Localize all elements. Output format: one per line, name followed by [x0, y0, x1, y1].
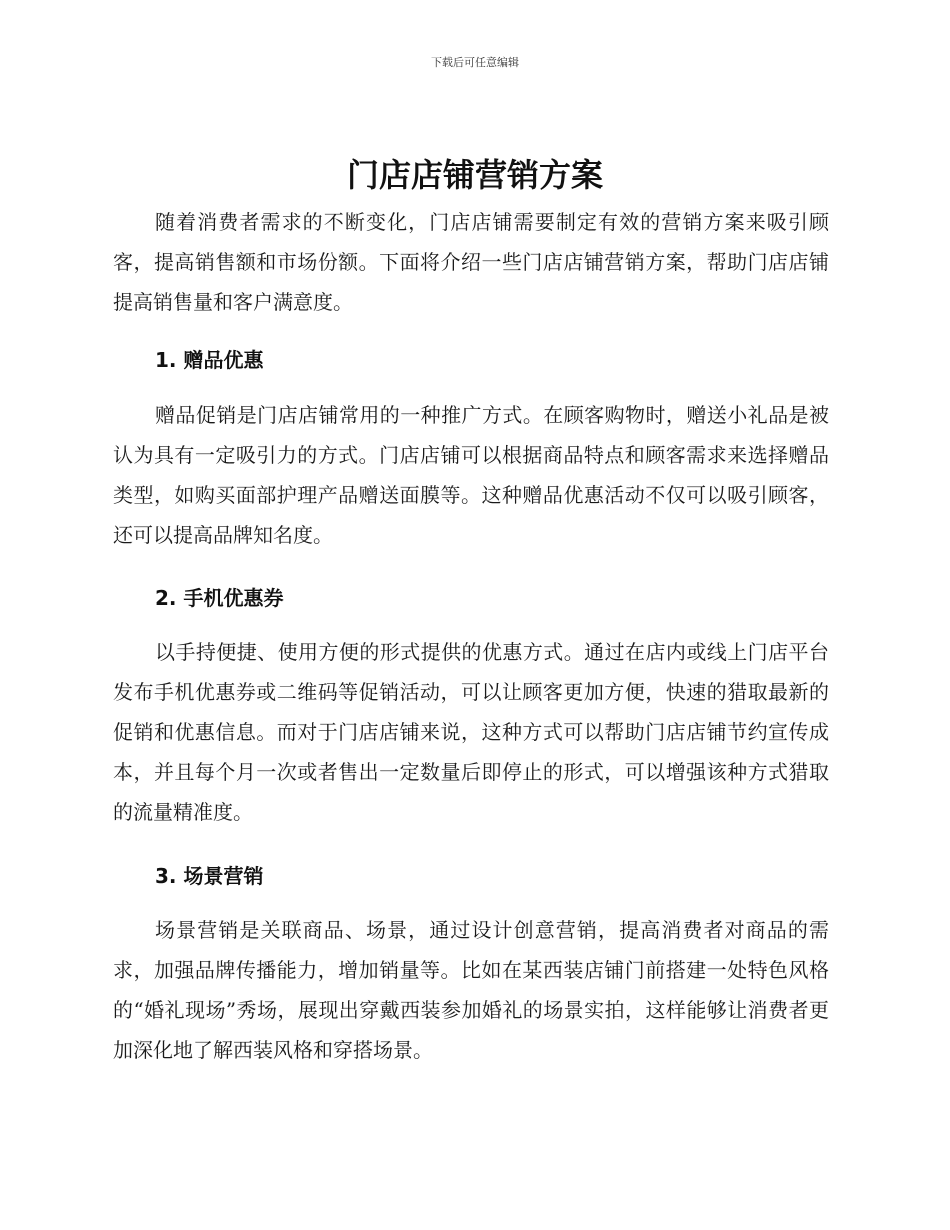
section-body-gift-offer: 赠品促销是门店店铺常用的一种推广方式。在顾客购物时，赠送小礼品是被认为具有一定吸引力的方式。门店店铺可以根据商品特点和顾客需求来选择赠品类型，如购买面部护理产品赠送面膜等。这种赠品优惠活动不仅可以吸引顾客，还可以提高品牌知名度。	[113, 403, 829, 547]
header-note: 下载后可任意编辑	[431, 56, 519, 69]
section-body-scene-marketing: 场景营销是关联商品、场景，通过设计创意营销，提高消费者对商品的需求，加强品牌传播能力，增加销量等。比如在某西装店铺门前搭建一处特色风格的“婚礼现场”秀场，展现出穿戴西装参加婚礼的场景实拍，这样能够让消费者更加深化地了解西装风格和穿搭场景。	[113, 918, 829, 1062]
document-title: 门店店铺营销方案	[346, 156, 603, 194]
section-heading-scene-marketing: 3. 场景营销	[155, 864, 264, 888]
section-heading-mobile-coupon: 2. 手机优惠券	[155, 586, 284, 610]
section-heading-gift-offer: 1. 赠品优惠	[155, 348, 264, 372]
intro-paragraph: 随着消费者需求的不断变化，门店店铺需要制定有效的营销方案来吸引顾客，提高销售额和市场份额。下面将介绍一些门店店铺营销方案，帮助门店店铺提高销售量和客户满意度。	[113, 210, 829, 314]
section-body-mobile-coupon: 以手持便捷、使用方便的形式提供的优惠方式。通过在店内或线上门店平台发布手机优惠券或二维码等促销活动，可以让顾客更加方便，快速的猎取最新的促销和优惠信息。而对于门店店铺来说，这种方式可以帮助门店店铺节约宣传成本，并且每个月一次或者售出一定数量后即停止的形式，可以增强该种方式猎取的流量精准度。	[113, 640, 829, 824]
